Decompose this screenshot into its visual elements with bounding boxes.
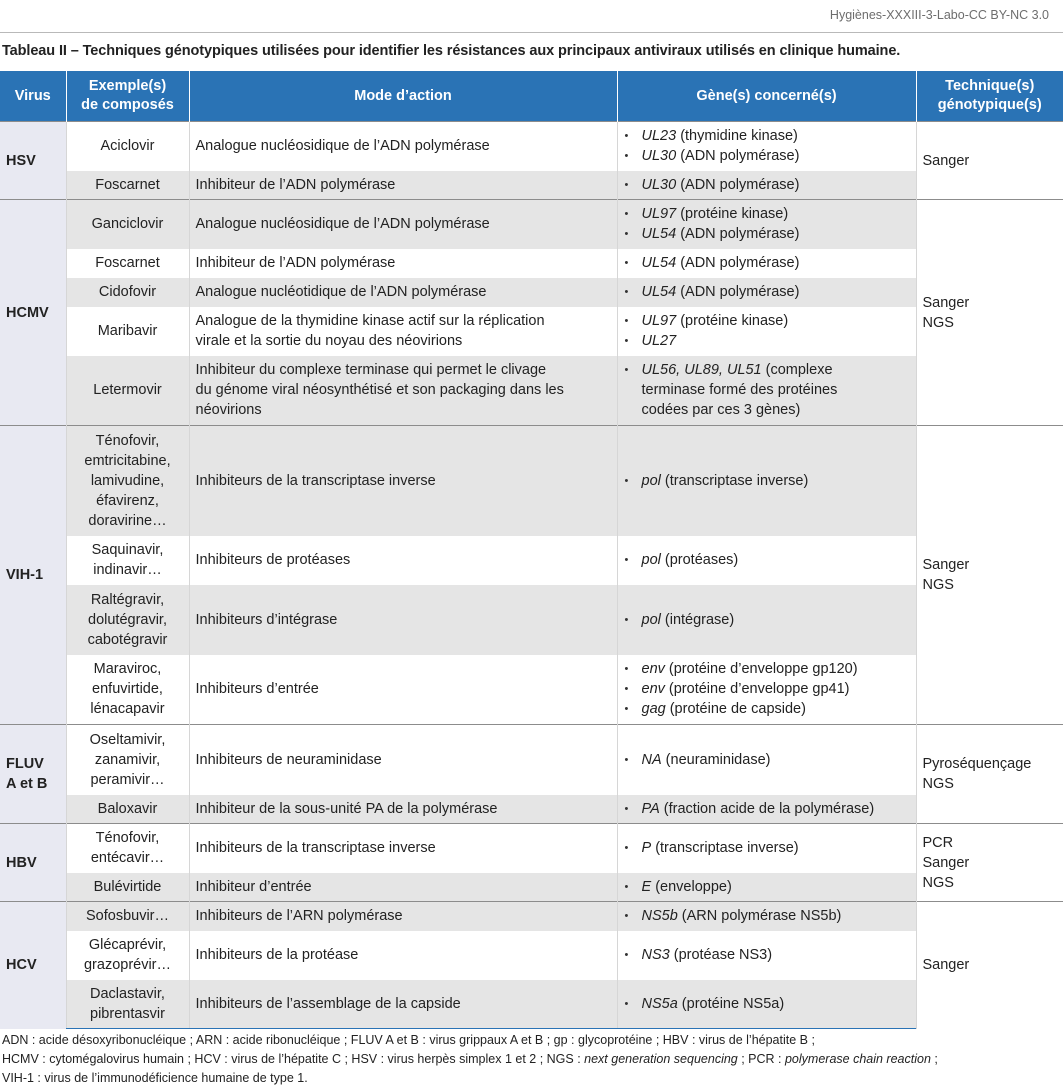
gene-symbol: UL30 bbox=[641, 148, 677, 165]
gene-item bbox=[624, 126, 910, 146]
running-head: Hygiènes-XXXIII-3-Labo-CC BY-NC 3.0 bbox=[829, 8, 1049, 22]
gene-symbol: UL30 bbox=[641, 176, 677, 193]
virus-cell: HSV bbox=[0, 122, 66, 200]
footnote-text: ; PCR : bbox=[737, 1052, 785, 1066]
footnote-italic: polymerase chain reaction bbox=[784, 1052, 931, 1066]
technique-name: Sanger bbox=[922, 957, 970, 974]
gene-symbol: UL27 bbox=[641, 333, 677, 349]
table-row bbox=[0, 931, 1063, 980]
table-row bbox=[0, 426, 1063, 536]
mode-of-action-cell bbox=[189, 122, 617, 171]
technique-cell bbox=[916, 200, 1063, 426]
gene-symbol: env bbox=[641, 661, 665, 678]
compound-name: enfuvirtide, bbox=[92, 681, 163, 698]
gene-symbol: UL97 bbox=[641, 313, 677, 329]
mode-of-action-cell bbox=[189, 307, 617, 356]
mode-of-action-line: néovirions bbox=[195, 402, 262, 419]
gene-symbol: NA bbox=[641, 751, 662, 768]
virus-name-line: A et B bbox=[6, 776, 48, 792]
footnote-line: ADN : acide désoxyribonucléique ; ARN : acide ribonucléique ; FLUV A et B : virus grippaux A et B ; gp : glycoprotéine ; HBV : virus de l’hépatite B ; bbox=[2, 1033, 815, 1047]
compound-name: Maribavir bbox=[97, 323, 158, 339]
mode-of-action-line: Inhibiteur de l’ADN polymérase bbox=[195, 176, 396, 193]
compound-name: Letermovir bbox=[93, 382, 162, 399]
footnote-line bbox=[2, 1050, 1060, 1069]
mode-of-action-line: Inhibiteurs de neuraminidase bbox=[195, 751, 382, 768]
compound-name: emtricitabine, bbox=[84, 452, 171, 469]
mode-of-action-line: du génome viral néosynthétisé et son packaging dans les bbox=[195, 382, 564, 399]
gene-symbol: UL54 bbox=[641, 226, 677, 243]
mode-of-action-line: virale et la sortie du noyau des néovirions bbox=[195, 333, 463, 349]
gene-item bbox=[624, 750, 910, 770]
antiviral-table bbox=[0, 71, 1063, 1029]
table-row bbox=[0, 122, 1063, 171]
genes-cell bbox=[617, 536, 916, 585]
compounds-cell bbox=[66, 200, 189, 249]
compounds-cell bbox=[66, 725, 189, 795]
gene-symbol: NS3 bbox=[641, 947, 670, 963]
footnote-line: VIH-1 : virus de l’immunodéficience humaine de type 1. bbox=[2, 1071, 308, 1085]
technique-name: NGS bbox=[922, 314, 954, 331]
compound-name: Ténofovir, bbox=[95, 432, 160, 449]
table-caption: Tableau II – Techniques génotypiques utilisées pour identifier les résistances aux principaux antiviraux utilisés en clinique humaine. bbox=[2, 43, 901, 59]
technique-cell bbox=[916, 725, 1063, 824]
mode-of-action-cell bbox=[189, 171, 617, 200]
genes-cell bbox=[617, 873, 916, 902]
gene-description: (fraction acide de la polymérase) bbox=[659, 800, 875, 817]
gene-item bbox=[624, 906, 910, 926]
gene-item bbox=[624, 282, 910, 302]
gene-item bbox=[624, 204, 910, 224]
gene-description: (protéine kinase) bbox=[676, 206, 789, 223]
gene-item bbox=[624, 253, 910, 273]
technique-name: Sanger bbox=[922, 294, 970, 311]
compounds-cell bbox=[66, 655, 189, 725]
gene-description: (ADN polymérase) bbox=[676, 176, 800, 193]
compound-name: lénacapavir bbox=[90, 701, 165, 718]
genes-cell bbox=[617, 356, 916, 426]
compound-name: lamivudine, bbox=[90, 472, 165, 489]
gene-symbol: PA bbox=[641, 800, 660, 817]
gene-description: (intégrase) bbox=[660, 611, 735, 628]
compound-name: Cidofovir bbox=[98, 284, 157, 300]
gene-symbol: UL97 bbox=[641, 206, 677, 223]
mode-of-action-cell bbox=[189, 278, 617, 307]
genes-cell bbox=[617, 249, 916, 278]
mode-of-action-cell bbox=[189, 426, 617, 536]
compounds-cell bbox=[66, 278, 189, 307]
gene-symbol: UL23 bbox=[641, 128, 677, 145]
gene-item bbox=[624, 699, 910, 719]
virus-cell: VIH-1 bbox=[0, 426, 66, 725]
mode-of-action-cell bbox=[189, 655, 617, 725]
compound-name: peramivir… bbox=[90, 771, 165, 788]
mode-of-action-cell bbox=[189, 980, 617, 1029]
gene-item bbox=[624, 380, 910, 400]
technique-name: NGS bbox=[922, 776, 954, 792]
table-row bbox=[0, 278, 1063, 307]
genes-cell bbox=[617, 278, 916, 307]
gene-symbol: NS5a bbox=[641, 995, 678, 1012]
gene-symbol: pol bbox=[641, 472, 661, 489]
mode-of-action-cell bbox=[189, 536, 617, 585]
technique-name: PCR bbox=[922, 834, 954, 851]
compound-name: dolutégravir, bbox=[88, 611, 167, 628]
table-row bbox=[0, 307, 1063, 356]
compound-name: Maraviroc, bbox=[93, 661, 162, 678]
header-compounds bbox=[66, 71, 189, 122]
technique-name: Pyroséquençage bbox=[922, 756, 1032, 772]
gene-description: (protéine NS5a) bbox=[677, 995, 785, 1012]
compound-name: cabotégravir bbox=[87, 631, 168, 648]
mode-of-action-line: Inhibiteurs de la transcriptase inverse bbox=[195, 472, 436, 489]
mode-of-action-line: Inhibiteurs d’intégrase bbox=[195, 611, 338, 628]
header-rule bbox=[0, 32, 1063, 33]
compounds-cell bbox=[66, 824, 189, 873]
compounds-cell bbox=[66, 307, 189, 356]
compounds-cell bbox=[66, 536, 189, 585]
gene-description: (complexe bbox=[761, 362, 833, 379]
gene-item bbox=[624, 799, 910, 819]
mode-of-action-line: Inhibiteur de la sous-unité PA de la polymérase bbox=[195, 800, 498, 817]
genes-cell bbox=[617, 122, 916, 171]
compound-name: Glécaprévir, bbox=[88, 937, 167, 953]
mode-of-action-line: Analogue nucléotidique de l’ADN polymérase bbox=[195, 284, 487, 300]
mode-of-action-line: Analogue nucléosidique de l’ADN polymérase bbox=[195, 138, 490, 155]
header-compounds-line: Exemple(s) bbox=[88, 78, 167, 94]
gene-description: (ADN polymérase) bbox=[676, 284, 800, 300]
genes-cell bbox=[617, 824, 916, 873]
table-row bbox=[0, 873, 1063, 902]
technique-cell bbox=[916, 902, 1063, 1029]
compounds-cell bbox=[66, 980, 189, 1029]
mode-of-action-line: Inhibiteurs de l’assemblage de la capside bbox=[195, 995, 461, 1012]
table-header-row bbox=[0, 71, 1063, 122]
gene-item bbox=[624, 877, 910, 897]
compound-name: grazoprévir… bbox=[83, 957, 172, 973]
table-row bbox=[0, 200, 1063, 249]
compound-name: entécavir… bbox=[90, 850, 165, 867]
compound-name: Raltégravir, bbox=[90, 591, 165, 608]
table-row bbox=[0, 585, 1063, 655]
genes-cell bbox=[617, 655, 916, 725]
mode-of-action-line: Inhibiteurs de la transcriptase inverse bbox=[195, 840, 436, 857]
gene-symbol: P bbox=[641, 840, 652, 857]
mode-of-action-cell bbox=[189, 824, 617, 873]
genes-cell bbox=[617, 200, 916, 249]
mode-of-action-line: Inhibiteurs de la protéase bbox=[195, 947, 359, 963]
mode-of-action-line: Inhibiteur d’entrée bbox=[195, 878, 312, 895]
footnote-text: ; bbox=[930, 1052, 938, 1066]
gene-symbol: pol bbox=[641, 552, 661, 568]
compounds-cell bbox=[66, 249, 189, 278]
header-technique bbox=[916, 71, 1063, 122]
table-row bbox=[0, 655, 1063, 725]
virus-cell bbox=[0, 725, 66, 824]
gene-symbol: NS5b bbox=[641, 908, 678, 925]
mode-of-action-cell bbox=[189, 873, 617, 902]
table-body bbox=[0, 122, 1063, 1029]
footnote-italic: next generation sequencing bbox=[584, 1052, 738, 1066]
compound-name: Daclastavir, bbox=[90, 985, 165, 1002]
mode-of-action-line: Analogue nucléosidique de l’ADN polymérase bbox=[195, 216, 490, 233]
gene-description: (ADN polymérase) bbox=[676, 226, 800, 243]
gene-description: (protéine de capside) bbox=[665, 701, 806, 718]
table-row bbox=[0, 795, 1063, 824]
technique-name: Sanger bbox=[922, 152, 970, 169]
gene-description: (protéine d’enveloppe gp120) bbox=[664, 661, 858, 678]
genes-cell bbox=[617, 585, 916, 655]
gene-item bbox=[624, 994, 910, 1014]
table-row bbox=[0, 171, 1063, 200]
compound-name: Oseltamivir, bbox=[89, 731, 166, 748]
gene-item bbox=[624, 224, 910, 244]
compounds-cell bbox=[66, 426, 189, 536]
compound-name: pibrentasvir bbox=[90, 1005, 165, 1022]
gene-symbol: pol bbox=[641, 611, 661, 628]
gene-description: (transcriptase inverse) bbox=[651, 840, 799, 857]
mode-of-action-cell bbox=[189, 795, 617, 824]
virus-cell: HCV bbox=[0, 902, 66, 1029]
gene-description: (neuraminidase) bbox=[661, 751, 771, 768]
technique-name: Sanger bbox=[922, 557, 970, 573]
gene-description: (protéase NS3) bbox=[669, 947, 773, 963]
genes-cell bbox=[617, 980, 916, 1029]
virus-cell: HCMV bbox=[0, 200, 66, 426]
mode-of-action-line: Inhibiteurs d’entrée bbox=[195, 681, 319, 698]
genes-cell bbox=[617, 426, 916, 536]
genes-cell bbox=[617, 307, 916, 356]
gene-item bbox=[624, 610, 910, 630]
gene-item bbox=[624, 360, 910, 380]
mode-of-action-cell bbox=[189, 931, 617, 980]
table-row bbox=[0, 824, 1063, 873]
table-row bbox=[0, 725, 1063, 795]
mode-of-action-cell bbox=[189, 725, 617, 795]
compound-name: Aciclovir bbox=[100, 138, 155, 155]
mode-of-action-line: Inhibiteurs de l’ARN polymérase bbox=[195, 908, 403, 925]
gene-symbol: UL56, UL89, UL51 bbox=[641, 362, 762, 379]
table-row bbox=[0, 249, 1063, 278]
gene-item bbox=[624, 550, 910, 570]
gene-description: (transcriptase inverse) bbox=[660, 472, 809, 489]
header-technique-line: Technique(s) bbox=[945, 78, 1035, 94]
genes-cell bbox=[617, 931, 916, 980]
compound-name: Baloxavir bbox=[97, 800, 158, 817]
mode-of-action-cell bbox=[189, 249, 617, 278]
gene-item bbox=[624, 838, 910, 858]
genes-cell bbox=[617, 795, 916, 824]
compound-name: Foscarnet bbox=[95, 176, 160, 193]
header-mode: Mode d’action bbox=[189, 71, 617, 122]
gene-symbol: E bbox=[641, 878, 652, 895]
gene-item bbox=[624, 945, 910, 965]
footnote-text: HCMV : cytomégalovirus humain ; HCV : virus de l’hépatite C ; HSV : virus herpès simplex 1 et 2 ; NGS : bbox=[2, 1052, 585, 1066]
mode-of-action-line: Inhibiteur de l’ADN polymérase bbox=[195, 255, 396, 271]
header-technique-line: génotypique(s) bbox=[937, 97, 1042, 113]
compounds-cell bbox=[66, 902, 189, 931]
table-row bbox=[0, 356, 1063, 426]
mode-of-action-cell bbox=[189, 902, 617, 931]
compound-name: Ténofovir, bbox=[95, 830, 160, 847]
compounds-cell bbox=[66, 585, 189, 655]
compound-name: Ganciclovir bbox=[91, 216, 164, 233]
gene-description: codées par ces 3 gènes) bbox=[641, 402, 801, 419]
gene-symbol: UL54 bbox=[641, 284, 677, 300]
gene-symbol: env bbox=[641, 681, 665, 698]
gene-item bbox=[624, 400, 910, 420]
table-row bbox=[0, 536, 1063, 585]
compound-name: Sofosbuvir… bbox=[85, 908, 169, 925]
mode-of-action-cell bbox=[189, 356, 617, 426]
table-row bbox=[0, 902, 1063, 931]
gene-description: (ARN polymérase NS5b) bbox=[677, 908, 842, 925]
gene-description: (thymidine kinase) bbox=[676, 128, 798, 145]
compound-name: Saquinavir, bbox=[91, 542, 164, 558]
gene-description: (protéine d’enveloppe gp41) bbox=[664, 681, 850, 698]
compounds-cell bbox=[66, 171, 189, 200]
compound-name: doravirine… bbox=[88, 512, 167, 529]
gene-description: (protéine kinase) bbox=[676, 313, 789, 329]
genes-cell bbox=[617, 725, 916, 795]
technique-cell bbox=[916, 824, 1063, 902]
gene-symbol: gag bbox=[641, 701, 666, 718]
compounds-cell bbox=[66, 122, 189, 171]
genes-cell bbox=[617, 171, 916, 200]
genes-cell bbox=[617, 902, 916, 931]
gene-description: (ADN polymérase) bbox=[676, 148, 800, 165]
technique-name: NGS bbox=[922, 577, 954, 593]
virus-name-line: FLUV bbox=[6, 756, 44, 772]
table-row bbox=[0, 980, 1063, 1029]
mode-of-action-line: Inhibiteurs de protéases bbox=[195, 552, 351, 568]
compound-name: indinavir… bbox=[93, 562, 162, 578]
compound-name: Bulévirtide bbox=[93, 878, 162, 895]
gene-item bbox=[624, 659, 910, 679]
technique-name: NGS bbox=[922, 874, 954, 891]
header-virus: Virus bbox=[0, 71, 66, 122]
technique-cell bbox=[916, 426, 1063, 725]
gene-item bbox=[624, 175, 910, 195]
gene-item bbox=[624, 311, 910, 331]
gene-item bbox=[624, 679, 910, 699]
gene-description: (ADN polymérase) bbox=[676, 255, 800, 271]
gene-description: terminase formé des protéines bbox=[641, 382, 838, 399]
mode-of-action-line: Analogue de la thymidine kinase actif sur la réplication bbox=[195, 313, 545, 329]
mode-of-action-cell bbox=[189, 585, 617, 655]
gene-description: (enveloppe) bbox=[651, 878, 732, 895]
mode-of-action-cell bbox=[189, 200, 617, 249]
compounds-cell bbox=[66, 873, 189, 902]
compounds-cell bbox=[66, 356, 189, 426]
technique-cell bbox=[916, 122, 1063, 200]
compounds-cell bbox=[66, 931, 189, 980]
gene-item bbox=[624, 471, 910, 491]
mode-of-action-line: Inhibiteur du complexe terminase qui permet le clivage bbox=[195, 362, 547, 379]
header-genes: Gène(s) concerné(s) bbox=[617, 71, 916, 122]
gene-item bbox=[624, 331, 910, 351]
header-compounds-line: de composés bbox=[81, 97, 174, 113]
compound-name: zanamivir, bbox=[94, 751, 161, 768]
virus-cell: HBV bbox=[0, 824, 66, 902]
gene-item bbox=[624, 146, 910, 166]
compound-name: éfavirenz, bbox=[96, 492, 159, 509]
compound-name: Foscarnet bbox=[95, 255, 160, 271]
technique-name: Sanger bbox=[922, 854, 970, 871]
compounds-cell bbox=[66, 795, 189, 824]
gene-symbol: UL54 bbox=[641, 255, 677, 271]
gene-description: (protéases) bbox=[660, 552, 739, 568]
footnote bbox=[2, 1031, 1060, 1088]
